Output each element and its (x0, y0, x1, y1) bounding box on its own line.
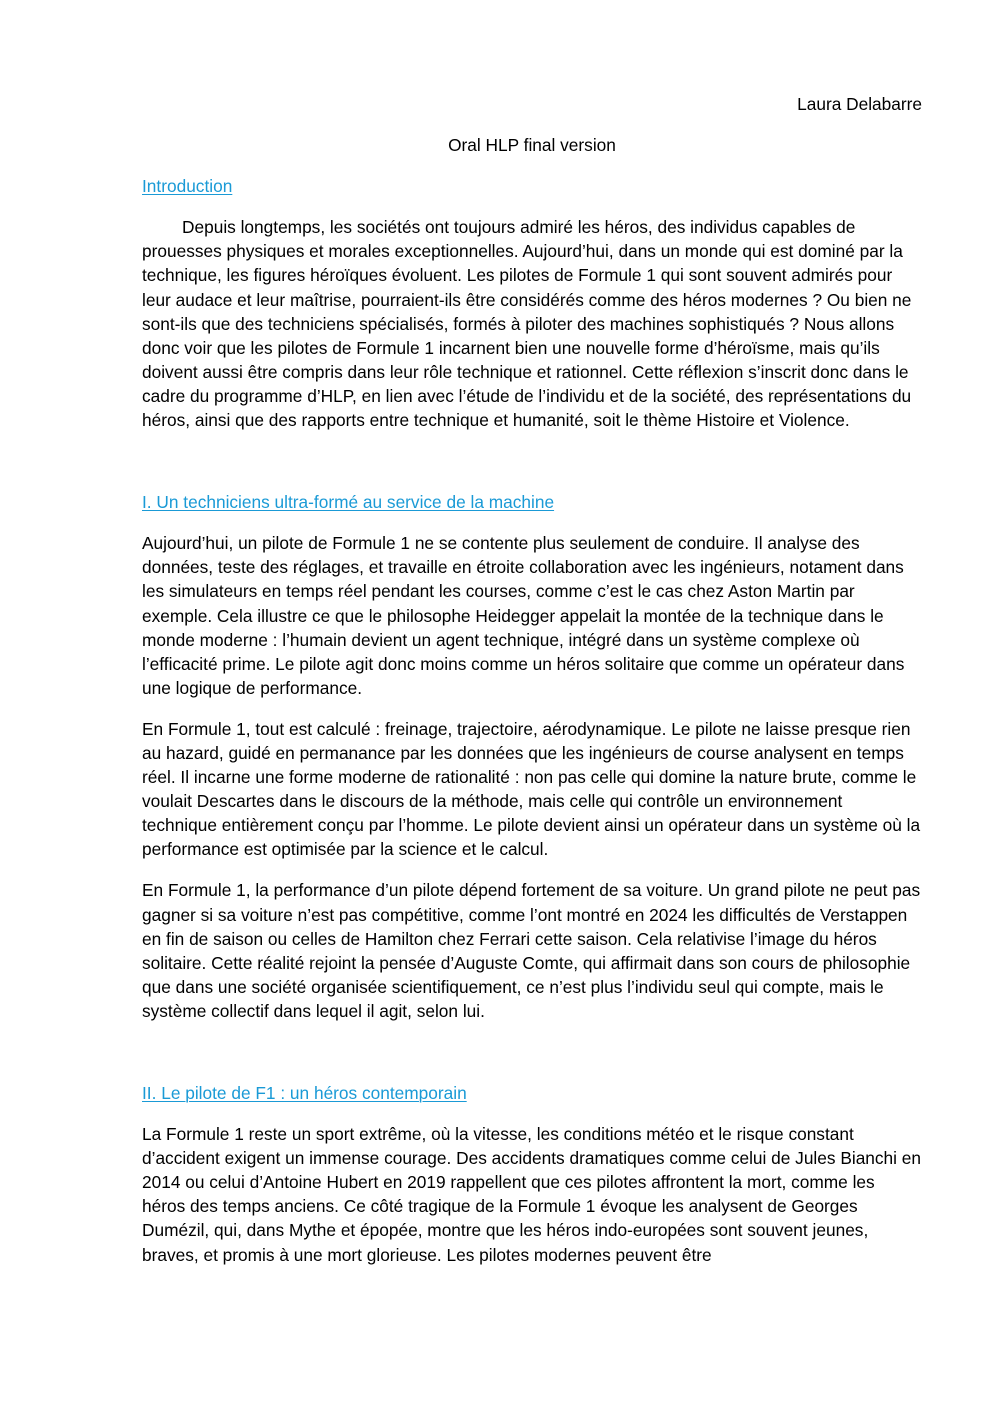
paragraph-part1-1: Aujourd’hui, un pilote de Formule 1 ne se contente plus seulement de conduire. Il analyse des données, teste des réglages, et travaille en étroite collaboration avec les ingénieurs, notament dans les simulateurs en temps réel pendant les courses, comme c’est le cas chez Aston Martin par exemple. Cela illustre ce que le philosophe Heidegger appelait la montée de la technique dans le monde moderne : l’humain devient un agent technique, intégré dans un système complexe où l’efficacité prime. Le pilote agit donc moins comme un héros solitaire que comme un opérateur dans une logique de performance. (142, 533, 905, 698)
document-page (142, 92, 922, 1267)
document-title: Oral HLP final version (448, 135, 616, 156)
section-heading-part2: II. Le pilote de F1 : un héros contemporain (142, 1083, 467, 1103)
author-name: Laura Delabarre (797, 94, 922, 114)
paragraph-introduction: Depuis longtemps, les sociétés ont toujours admiré les héros, des individus capables de prouesses physiques et morales exceptionnelles. Aujourd’hui, dans un monde qui est dominé par la technique, les figures héroïques évoluent. Les pilotes de Formule 1 qui sont souvent admirés pour leur audace et leur maîtrise, pourraient-ils être considérés comme des héros modernes ? Ou bien ne sont-ils que des techniciens spécialisés, formés à piloter des machines sophistiqués ? Nous allons donc voir que les pilotes de Formule 1 incarnent bien une nouvelle forme d’héroïsme, mais qu’ils doivent aussi être compris dans leur rôle technique et rationnel. Cette réflexion s’inscrit donc dans le cadre du programme d’HLP, en lien avec l’étude de l’individu et de la société, des représentations du héros, ainsi que des rapports entre technique et humanité, soit le thème Histoire et Violence. (142, 217, 912, 431)
paragraph-part1-3: En Formule 1, la performance d’un pilote dépend fortement de sa voiture. Un grand pilote ne peut pas gagner si sa voiture n’est pas compétitive, comme l’ont montré en 2024 les difficultés de Verstappen en fin de saison ou celles de Hamilton chez Ferrari cette saison. Cela relativise l’image du héros solitaire. Cette réalité rejoint la pensée d’Auguste Comte, qui affirmait dans son cours de philosophie que dans une société organisée scientifiquement, ce n’est plus l’individu seul qui compte, mais le système collectif dans lequel il agit, selon lui. (142, 880, 921, 1021)
paragraph-part1-2: En Formule 1, tout est calculé : freinage, trajectoire, aérodynamique. Le pilote ne laisse presque rien au hazard, guidé en permanance par les données que les ingénieurs de course analysent en temps réel. Il incarne une forme moderne de rationalité : non pas celle qui domine la nature brute, comme le voulait Descartes dans le discours de la méthode, mais celle qui contrôle un environnement technique entièrement conçu par l’homme. Le pilote devient ainsi un opérateur dans un système où la performance est optimisée par la science et le calcul. (142, 718, 921, 860)
section-heading-introduction: Introduction (142, 176, 233, 197)
paragraph-part2-1: La Formule 1 reste un sport extrême, où la vitesse, les conditions météo et le risque constant d’accident exigent un immense courage. Des accidents dramatiques comme celui de Jules Bianchi en 2014 ou celui d’Antoine Hubert en 2019 rappellent que ces pilotes affrontent la mort, comme les héros des temps anciens. Ce côté tragique de la Formule 1 évoque les analysent de Georges Dumézil, qui, dans Mythe et épopée, montre que les héros indo-europées sont souvent jeunes, braves, et promis à une mort glorieuse. Les pilotes modernes peuvent être (142, 1124, 922, 1265)
spacer (142, 432, 922, 473)
spacer (142, 1023, 922, 1064)
section-heading-part1: I. Un techniciens ultra-formé au service de la machine (142, 492, 555, 513)
